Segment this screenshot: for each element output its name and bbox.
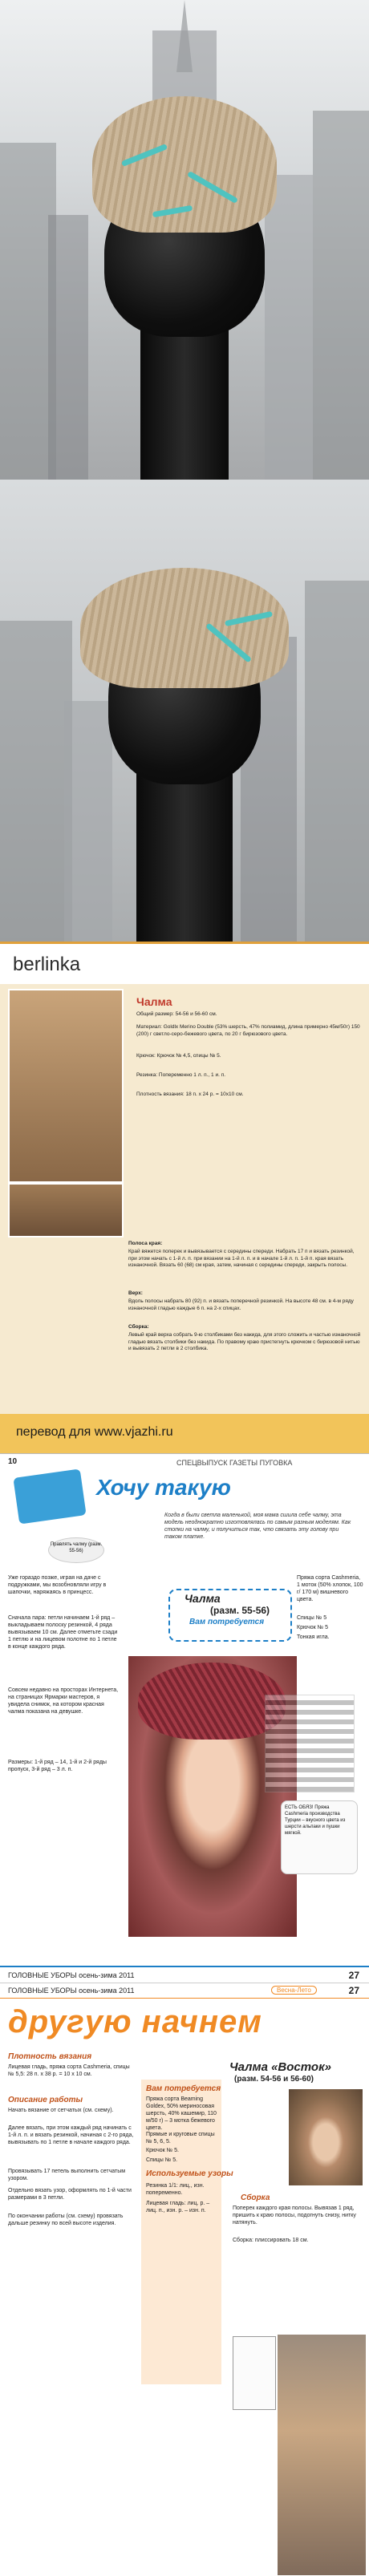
section-heading: Сборка: [128, 1324, 149, 1330]
section-heading: Верх: [128, 1290, 143, 1296]
pattern-size: (разм. 54-56 и 56-60) [234, 2075, 314, 2084]
spec-line: Крючок: Крючок № 4,5, спицы № 5. [136, 1053, 221, 1059]
body-paragraph: Сначала пара: петли начинаем 1-й ряд – выкладываем полоску резинкой, 4 ряда вывязываем 10 см. Далее отметьте сзади 1 петлю и на лицевом полотне по 1 петле в конце каждого ряда. [8, 1615, 118, 1650]
material-item: Лицевая гладь: лиц. р. – лиц. п., изн. р. – изн. п. [146, 2201, 210, 2213]
spec-line: Общий размер: 54-56 и 56-60 см. [136, 1011, 217, 1017]
yarn-note: ЕСТЬ ОБЯЗ! Пряжа Cashmeria производства Турции – вкусного цвета из шерсти альпаки и пушки мягкой. [281, 1800, 358, 1874]
body-paragraph: Край вяжется поперек и вывязывается с середины спереди. Набрать 17 п и вязать резинкой, при этом начать с 1-й л. п. при вязании на 1-й л. п. и в начале 1-й л. п. 1-й п. края вязать изнаночной. Вязать 60 (68) см края, затем, начиная с середины спереди, закрыть полосы. [128, 1249, 355, 1268]
body-paragraph: Совсем недавно на просторах Интернета, на страницах Ярмарки мастеров, я увидела снимок, на котором красная чалма показана на девушке. [8, 1687, 119, 1715]
page-number: 27 [348, 1970, 359, 1981]
material-item: Пряжа сорта Cashmeria, 1 моток (50% хлопок, 100 г/ 170 м) вишневого цвета. [297, 1575, 363, 1602]
page-header [0, 944, 369, 984]
material-item: Прямые и круговые спицы № 5, 6, 5. [146, 2132, 215, 2145]
section-heading: Используемые узоры [146, 2169, 233, 2178]
page-header: СПЕЦВЫПУСК ГАЗЕТЫ ПУГОВКА [176, 1459, 293, 1467]
material-item: Крючок № 5. [146, 2148, 179, 2153]
page-footer [0, 1966, 369, 1983]
magazine-page-want [0, 1453, 369, 1983]
pattern-size: (разм. 55-56) [210, 1605, 270, 1616]
hat-photo-front [0, 0, 369, 480]
page-footer [0, 1414, 369, 1456]
intro-text: Когда в были светла маленькой, моя мама сшила себе чалму, эта модель неоднократно изготовлялась по самым разным моделям. Как стопки на чалму, и получиться так, что связать эту голову при таком платке. [164, 1513, 351, 1540]
assembly-diagram [233, 2336, 276, 2410]
body-paragraph: Вдоль полосы набрать 80 (92) п. и вязать поперечной резинкой. На высоте 48 см. в 4-м ряду изнаночной гладью каждые 6 п. на 2-х спицах. [128, 1298, 354, 1311]
materials-heading: Вам потребуется [189, 1618, 265, 1626]
body-paragraph: Сборка: плиссировать 18 см. [233, 2238, 309, 2243]
pattern-chart [265, 1695, 355, 1792]
spec-line: Резинка: Попеременно 1 л. п., 1 и. п. [136, 1072, 226, 1078]
model-photo-back [278, 2335, 366, 2575]
footer-title: ГОЛОВНЫЕ УБОРЫ осень-зима 2011 [8, 1971, 135, 1979]
section-heading: Сборка [241, 2193, 270, 2202]
magazine-page-another [0, 1983, 369, 2576]
body-paragraph: Размеры: 1-й ряд – 14, 1-й и 2-й ряды пропуск, 3-й ряд – 3 л. п. [8, 1760, 107, 1772]
page-header [0, 1983, 369, 1999]
body-paragraph: Далее вязать, при этом каждый ряд начинать с 1-й л. п. и вязать резинкой, начиная с 2-го ряда, вывязывать по 1 петле в начале каждого ряда. [8, 2125, 134, 2145]
pattern-title: Чалма «Восток» [229, 2060, 332, 2074]
section-title: Хочу такую [96, 1475, 231, 1500]
spec-line: Плотность вязания: 18 п. х 24 р. = 10х10 см. [136, 1092, 244, 1097]
section-heading: Описание работы [8, 2096, 83, 2104]
model-photo [289, 2089, 363, 2185]
magazine-page-berlinka [0, 942, 369, 1456]
footer-link[interactable]: перевод для www.vjazhi.ru [16, 1425, 173, 1439]
section-title: другую начнем [8, 2004, 262, 2039]
pattern-title: Чалма [184, 1592, 221, 1605]
model-photo [8, 989, 124, 1183]
body-paragraph: Поперек каждого края полосы. Вывязав 1 ряд, пришить к краю полосы, подогнуть снизу, нитку натянуть. [233, 2205, 356, 2226]
category-tag: Весна-Лето [271, 1986, 317, 1995]
magazine-logo [13, 1468, 86, 1524]
model-photo-small [8, 1183, 124, 1237]
pattern-title: Чалма [136, 995, 172, 1008]
page-number: 27 [348, 1985, 359, 1996]
material-item: Резинка 1/1: лиц., изн. попеременно. [146, 2183, 205, 2196]
body-paragraph: Уже гораздо позже, играя на даче с подружками, мы возобновляли игру в шапочки, наряжаясь в принцесс. [8, 1575, 107, 1595]
red-turban [138, 1663, 286, 1740]
section-heading: Плотность вязания [8, 2052, 92, 2061]
body-paragraph: По окончании работы (см. схему) провязать дальше резинку по всей высоте изделия. [8, 2213, 124, 2226]
material-item: Спицы № 5 [297, 1615, 327, 1621]
body-paragraph: Лицевая гладь, пряжа сорта Cashmeria, спицы № 5,5: 28 п. х 38 р. = 10 х 10 см. [8, 2064, 130, 2077]
materials-heading: Вам потребуется [146, 2084, 221, 2093]
body-paragraph: Начать вязание от сетчатых (см. схему). [8, 2108, 114, 2113]
section-heading: Полоса края: [128, 1241, 163, 1246]
hat-photo-side [0, 480, 369, 942]
material-item: Пряжа сорта Beaming Goldex, 50% мериносовая шерсть, 40% кашемир, 110 м/50 г) – 3 мотка бежевого цвета. [146, 2096, 217, 2131]
brand-logo: berlinka [13, 954, 81, 975]
spec-line: Материал: Goldlx Merino Double (53% шерсть, 47% полиамид, длина примерно 45м/50г) 150 (200) г светло-серо-бежевого цвета, по 20 г бирюзового цвета. [136, 1024, 360, 1037]
header-title: ГОЛОВНЫЕ УБОРЫ осень-зима 2011 [8, 1987, 135, 1995]
body-paragraph: Левый край верха собрать 9-ю столбиками без накида, для этого сложить и частью изнаночной гладью вязать столбики без накида. По правому краю пристегнуть крючком с бирюзовой нитью и вывязать 2 петли в 2 столбика. [128, 1332, 361, 1351]
speech-bubble: Правлять чалму (разм. 55-56) [48, 1537, 104, 1563]
material-item: Тонкая игла. [297, 1634, 330, 1640]
material-item: Спицы № 5. [146, 2157, 178, 2163]
body-paragraph: Отдельно вязать узор, оформлять по 1-й части размерами в 3 петли. [8, 2188, 132, 2201]
material-item: Крючок № 5 [297, 1625, 328, 1630]
page-number: 10 [8, 1457, 18, 1466]
body-paragraph: Провязывать 17 петель выполнить сетчатым узором. [8, 2169, 126, 2181]
